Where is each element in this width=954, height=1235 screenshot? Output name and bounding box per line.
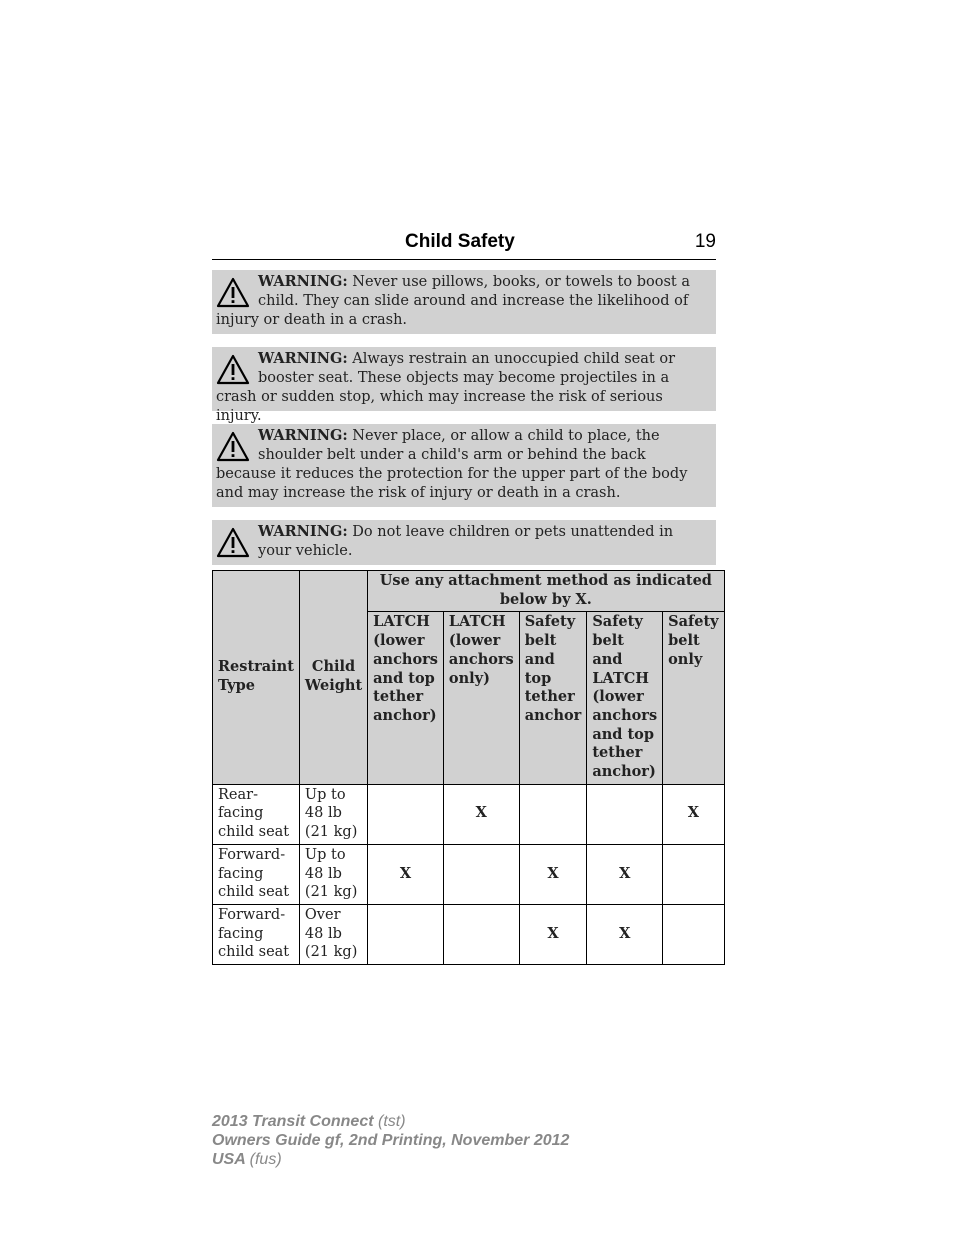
footer-line-2: Owners Guide gf, 2nd Printing, November 2012 (212, 1132, 570, 1149)
warning-icon (216, 430, 250, 464)
header-attachment-group: Use any attachment method as indicated below by X. (368, 571, 724, 612)
attachment-method-table (212, 570, 725, 965)
header-restraint-type: Restraint Type (213, 571, 300, 785)
method-mark-cell: X (368, 844, 444, 904)
child-weight-cell: Up to 48 lb (21 kg) (299, 784, 367, 844)
footer-model-code: (tst) (378, 1113, 406, 1130)
method-mark-cell (368, 904, 444, 964)
method-mark-cell (519, 784, 587, 844)
header-method: Safety belt only (663, 612, 724, 784)
table-row (213, 844, 725, 904)
restraint-type-cell: Forward-facing child seat (213, 904, 300, 964)
restraint-type-cell: Forward-facing child seat (213, 844, 300, 904)
table-row (213, 784, 725, 844)
warning-icon (216, 276, 250, 310)
warning-box-1 (212, 270, 716, 334)
method-mark-cell (443, 904, 519, 964)
warning-text: Always restrain an unoccupied child seat or booster seat. These objects may become projectiles in a crash or sudden stop, which may increase the risk of serious injury. (216, 351, 676, 424)
footer-line-1 (212, 1112, 569, 1131)
method-mark-cell: X (587, 904, 663, 964)
warning-box-2 (212, 347, 716, 424)
method-mark-cell (587, 784, 663, 844)
footer-model: 2013 Transit Connect (212, 1113, 374, 1130)
header-method: Safety belt and LATCH (lower anchors and top tether anchor) (587, 612, 663, 784)
method-mark-cell: X (587, 844, 663, 904)
method-mark-cell: X (663, 784, 724, 844)
warning-label: WARNING: (258, 523, 348, 540)
header-method: LATCH (lower anchors only) (443, 612, 519, 784)
section-title: Child Safety (405, 231, 515, 252)
page-header (212, 229, 716, 260)
warning-label: WARNING: (258, 273, 348, 290)
method-mark-cell (443, 844, 519, 904)
warning-icon (216, 526, 250, 560)
method-mark-cell: X (443, 784, 519, 844)
method-mark-cell: X (519, 904, 587, 964)
header-method: LATCH (lower anchors and top tether anchor) (368, 612, 444, 784)
child-weight-cell: Up to 48 lb (21 kg) (299, 844, 367, 904)
warning-text: Never place, or allow a child to place, the shoulder belt under a child's arm or behind the back because it reduces the protection for the upper part of the body and may increase the risk of injury or death in a crash. (216, 428, 688, 501)
table-row (213, 904, 725, 964)
method-mark-cell (663, 904, 724, 964)
warning-icon (216, 353, 250, 387)
restraint-type-cell: Rear-facing child seat (213, 784, 300, 844)
method-mark-cell: X (519, 844, 587, 904)
header-method: Safety belt and top tether anchor (519, 612, 587, 784)
warning-text: Never use pillows, books, or towels to boost a child. They can slide around and increase the likelihood of injury or death in a crash. (216, 274, 690, 328)
warning-box-3 (212, 424, 716, 507)
footer-line-3 (212, 1150, 569, 1169)
child-weight-cell: Over 48 lb (21 kg) (299, 904, 367, 964)
page-number: 19 (694, 231, 716, 252)
warning-box-4 (212, 520, 716, 565)
footer-market-code: (fus) (249, 1151, 282, 1168)
header-child-weight: Child Weight (299, 571, 367, 785)
footer-market: USA (212, 1151, 246, 1168)
method-mark-cell (663, 844, 724, 904)
warning-label: WARNING: (258, 350, 348, 367)
warning-label: WARNING: (258, 427, 348, 444)
method-mark-cell (368, 784, 444, 844)
warning-text: Do not leave children or pets unattended in your vehicle. (258, 524, 674, 559)
page-footer (212, 1112, 569, 1169)
